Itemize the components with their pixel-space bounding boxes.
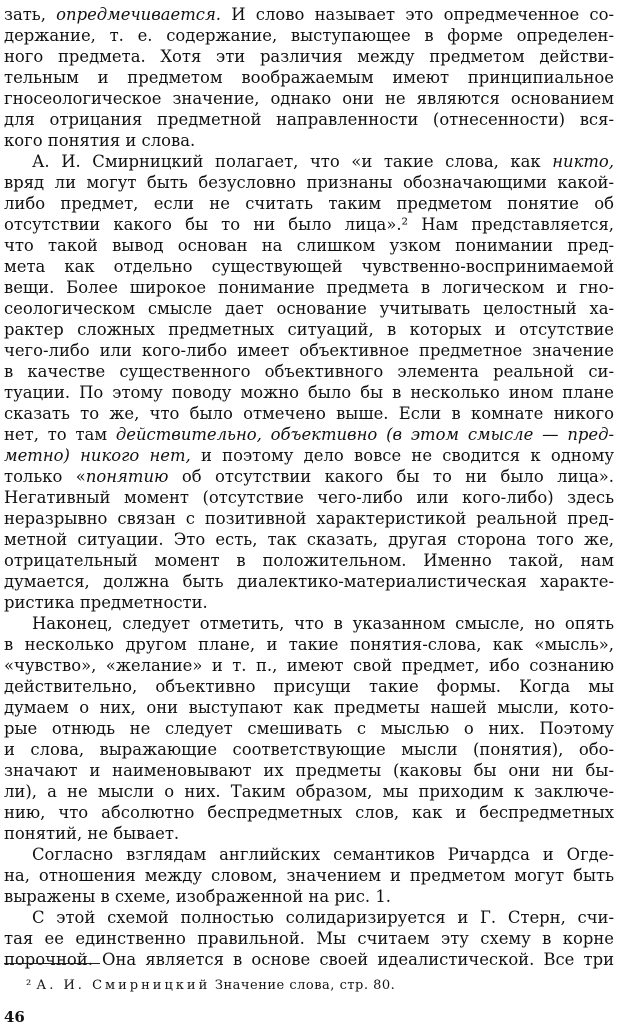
text-run: ного предмета. Хотя эти различия между предметом действи- <box>4 47 614 66</box>
text-run: нию, что абсолютно беспредметных слов, как и беспредметных <box>4 803 614 822</box>
text-run: зать, <box>4 5 57 24</box>
text-line <box>4 361 614 382</box>
text-run: И слово называет это опредмеченное со- <box>221 5 614 24</box>
text-run: рые отнюдь не следует смешивать с мыслью о них. Поэтому <box>4 719 614 738</box>
text-run: туации. По этому поводу можно было бы в несколько ином плане <box>4 383 614 402</box>
text-run: на, отношения между словом, значением и предметом могут быть <box>4 866 614 885</box>
text-line <box>4 445 614 466</box>
text-run: А. И. Смирницкий полагает, что «и такие слова, как <box>32 152 553 171</box>
text-line <box>4 214 614 235</box>
text-line <box>4 508 614 529</box>
text-run: в качестве существенного объективного элемента реальной си- <box>4 362 614 381</box>
italic-run: никто, <box>552 152 614 171</box>
text-line <box>4 298 614 319</box>
text-line <box>4 634 614 655</box>
text-line <box>4 655 614 676</box>
text-run: С этой схемой полностью солидаризируется и Г. Стерн, счи- <box>32 908 614 927</box>
body-text <box>4 4 614 970</box>
footnote <box>26 978 395 993</box>
text-line <box>4 46 614 67</box>
text-run: действительно, объективно присущи такие формы. Когда мы <box>4 677 614 696</box>
text-line <box>4 697 614 718</box>
text-run: неразрывно связан с позитивной характеристикой реальной пред- <box>4 509 614 528</box>
text-line <box>4 466 614 487</box>
text-run: нет, то там <box>4 425 116 444</box>
text-line <box>4 130 614 151</box>
footnote-rule <box>4 963 100 964</box>
text-run: Негативный момент (отсутствие чего-либо или кого-либо) здесь <box>4 488 614 507</box>
text-run: кого понятия и слова. <box>4 131 196 150</box>
text-line <box>4 529 614 550</box>
text-line <box>4 550 614 571</box>
text-run: чего-либо или кого-либо имеет объективное предметное значение <box>4 341 614 360</box>
text-line <box>4 949 614 970</box>
text-run: ристика предметности. <box>4 593 208 612</box>
text-line <box>4 781 614 802</box>
text-line <box>4 424 614 445</box>
text-line <box>4 571 614 592</box>
text-line <box>4 193 614 214</box>
text-run: рактер сложных предметных ситуаций, в которых и отсутствие <box>4 320 614 339</box>
text-line <box>4 235 614 256</box>
text-line <box>4 865 614 886</box>
text-run: что такой вывод основан на слишком узком понимании пред- <box>4 236 614 255</box>
text-run: и поэтому дело вовсе не сводится к одному <box>190 446 614 465</box>
text-line <box>4 151 614 172</box>
text-run: тельным и предметом воображаемым имеют принципиальное <box>4 68 614 87</box>
text-line <box>4 256 614 277</box>
text-run: и слова, выражающие соответствующие мысли (понятия), обо- <box>4 740 614 759</box>
text-run: отсутствии какого бы то ни было лица».² Нам представляется, <box>4 215 614 234</box>
text-run: только « <box>4 467 86 486</box>
text-run: держание, т. е. содержание, выступающее в форме определен- <box>4 26 614 45</box>
text-run: отрицательный момент в положительном. Именно такой, нам <box>4 551 614 570</box>
footnote-title: Значение слова, стр. 80. <box>214 978 396 993</box>
italic-run: опредмечивается. <box>56 5 222 24</box>
text-line <box>4 928 614 949</box>
text-run: гносеологическое значение, однако они не являются основанием <box>4 89 614 108</box>
text-run: Согласно взглядам английских семантиков Ричардса и Огде- <box>32 845 614 864</box>
text-run: вещи. Более широкое понимание предмета в логическом и гно- <box>4 278 614 297</box>
text-line <box>4 25 614 46</box>
text-run: сеологическом смысле дает основание учитывать целостный ха- <box>4 299 614 318</box>
text-run: «чувство», «желание» и т. п., имеют свой предмет, ибо сознанию <box>4 656 614 675</box>
page-number: 46 <box>4 1008 25 1026</box>
text-line <box>4 67 614 88</box>
text-run: выражены в схеме, изображенной на рис. 1. <box>4 887 391 906</box>
text-run: мета как отдельно существующей чувственно-воспринимаемой <box>4 257 614 276</box>
text-line <box>4 613 614 634</box>
text-line <box>4 172 614 193</box>
text-line <box>4 823 614 844</box>
text-run: думается, должна быть диалектико-материалистическая характе- <box>4 572 614 591</box>
text-line <box>4 88 614 109</box>
italic-run: понятию <box>85 467 169 486</box>
italic-run: метно) никого нет, <box>4 446 191 465</box>
text-line <box>4 487 614 508</box>
text-line <box>4 844 614 865</box>
text-line <box>4 676 614 697</box>
text-line <box>4 382 614 403</box>
text-line <box>4 739 614 760</box>
text-line <box>4 319 614 340</box>
text-line <box>4 4 614 25</box>
text-run: понятий, не бывает. <box>4 824 180 843</box>
text-run: тая ее единственно правильной. Мы считаем эту схему в корне <box>4 929 614 948</box>
footnote-mark: ² <box>26 978 32 993</box>
text-line <box>4 802 614 823</box>
footnote-author: А. И. Смирницкий <box>36 978 211 993</box>
text-run: вряд ли могут быть безусловно признаны обозначающими какой- <box>4 173 614 192</box>
text-line <box>4 760 614 781</box>
text-line <box>4 718 614 739</box>
text-run: значают и наименовывают их предметы (каковы бы они ни бы- <box>4 761 614 780</box>
text-run: думаем о них, они выступают как предметы нашей мысли, кото- <box>4 698 614 717</box>
text-run: для отрицания предметной направленности (отнесенности) вся- <box>4 110 614 129</box>
text-run: ли), а не мысли о них. Таким образом, мы приходим к заключе- <box>4 782 614 801</box>
text-run: об отсутствии какого бы то ни было лица». <box>168 467 614 486</box>
text-line <box>4 907 614 928</box>
text-line <box>4 340 614 361</box>
text-run: либо предмет, если не считать таким предметом понятие об <box>4 194 614 213</box>
text-line <box>4 277 614 298</box>
text-line <box>4 592 614 613</box>
text-run: Наконец, следует отметить, что в указанном смысле, но опять <box>32 614 614 633</box>
text-run: сказать то же, что было отмечено выше. Если в комнате никого <box>4 404 614 423</box>
italic-run: действительно, объективно (в этом смысле — пред- <box>115 425 614 444</box>
text-run: метной ситуации. Это есть, так сказать, другая сторона того же, <box>4 530 614 549</box>
text-line <box>4 109 614 130</box>
text-line <box>4 403 614 424</box>
text-run: в несколько другом плане, и такие понятия-слова, как «мысль», <box>4 635 614 654</box>
text-run: порочной. Она является в основе своей идеалистической. Все три <box>4 950 614 969</box>
text-line <box>4 886 614 907</box>
